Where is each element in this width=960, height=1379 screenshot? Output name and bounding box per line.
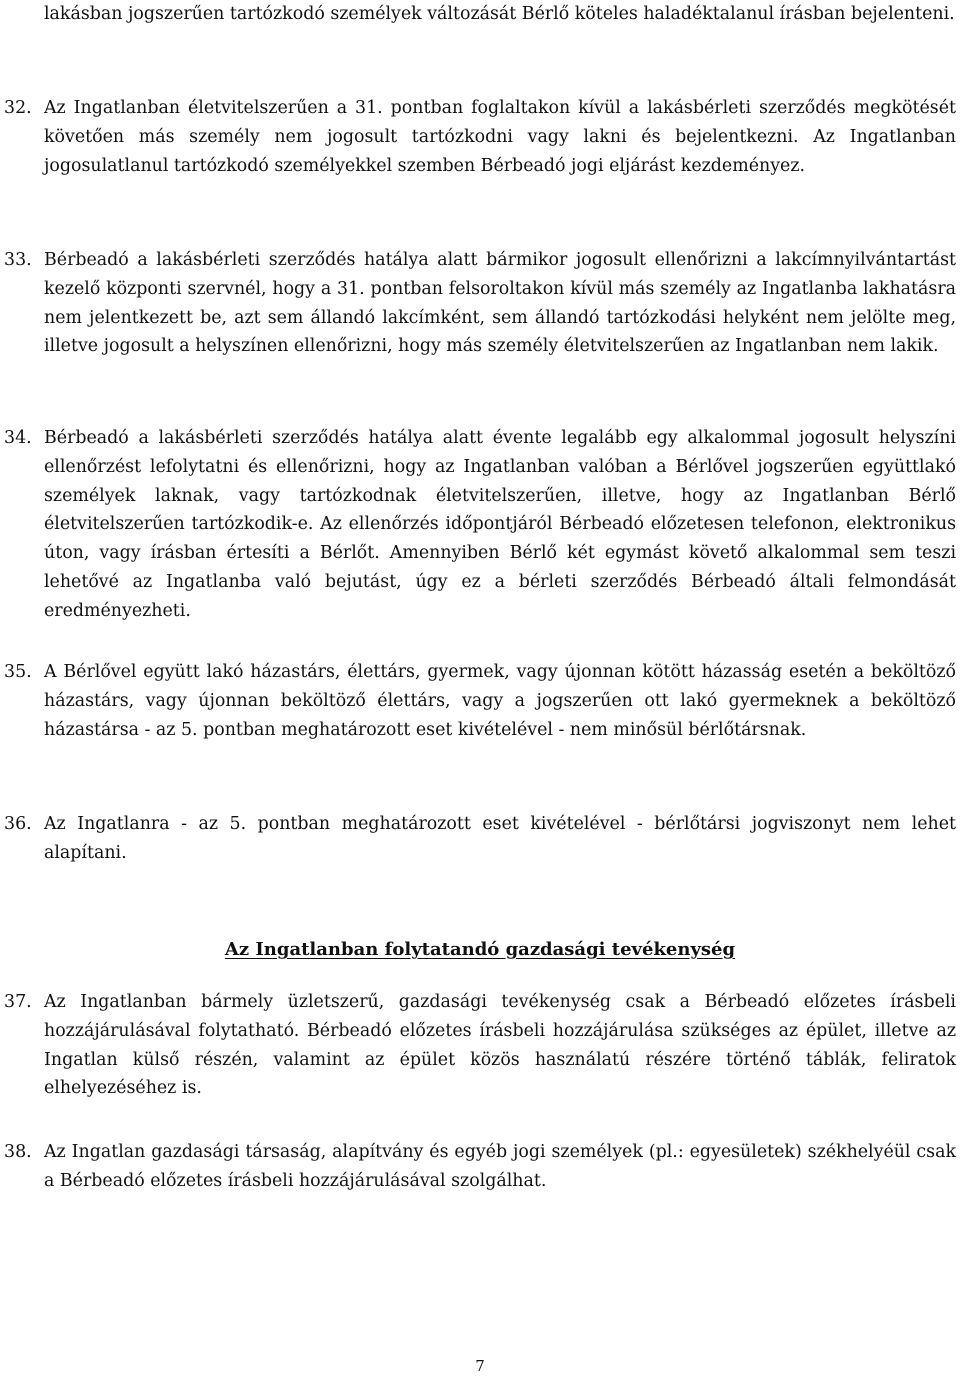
clause-number: 38.	[4, 1142, 32, 1162]
clause-number: 35.	[4, 662, 32, 682]
clause-text: Az Ingatlanra - az 5. pontban meghatározott eset kivételével - bérlőtársi jogviszonyt nem lehet alapítani.	[44, 814, 956, 863]
page-number: 7	[475, 1357, 485, 1375]
clause-number: 34.	[4, 428, 32, 448]
clause-number: 36.	[4, 814, 32, 834]
continuation-paragraph: lakásban jogszerűen tartózkodó személyek változását Bérlő köteles haladéktalanul írásban bejelenteni.	[44, 4, 955, 24]
clause-number: 37.	[4, 992, 32, 1012]
clause-text: Az Ingatlanban bármely üzletszerű, gazdasági tevékenység csak a Bérbeadó előzetes írásbeli hozzájárulásával folytatható. Bérbeadó előzetes írásbeli hozzájárulása szükséges az épület, illetve az Ingatlan külső részén, valamint az épület közös használatú részére történő táblák, feliratok elhelyezéséhez is.	[44, 992, 956, 1099]
clause-number: 32.	[4, 98, 32, 118]
section-heading: Az Ingatlanban folytatandó gazdasági tevékenység	[224, 939, 736, 960]
clause-number: 33.	[4, 250, 32, 270]
clause-text: Az Ingatlan gazdasági társaság, alapítvány és egyéb jogi személyek (pl.: egyesületek) székhelyéül csak a Bérbeadó előzetes írásbeli hozzájárulásával szolgálhat.	[44, 1142, 956, 1191]
clause-text: Bérbeadó a lakásbérleti szerződés hatálya alatt évente legalább egy alkalommal jogosult helyszíni ellenőrzést lefolytatni és ellenőrizni, hogy az Ingatlanban valóban a Bérlővel jogszerűen együttlakó személyek laknak, vagy tartózkodnak életvitelszerűen, illetve, hogy az Ingatlanban Bérlő életvitelszerűen tartózkodik-e. Az ellenőrzés időpontjáról Bérbeadó előzetesen telefonon, elektronikus úton, vagy írásban értesíti a Bérlőt. Amennyiben Bérlő két egymást követő alkalommal sem teszi lehetővé az Ingatlanba való bejutást, úgy ez a bérleti szerződés Bérbeadó általi felmondását eredményezheti.	[44, 428, 956, 621]
clause-text: A Bérlővel együtt lakó házastárs, élettárs, gyermek, vagy újonnan kötött házasság esetén a beköltöző házastárs, vagy újonnan beköltöző élettárs, vagy a jogszerűen ott lakó gyermeknek a beköltöző házastársa - az 5. pontban meghatározott eset kivételével - nem minősül bérlőtársnak.	[44, 662, 956, 740]
clause-text: Bérbeadó a lakásbérleti szerződés hatálya alatt bármikor jogosult ellenőrizni a lakcímnyilvántartást kezelő központi szervnél, hogy a 31. pontban felsoroltakon kívül más személy az Ingatlanba lakhatásra nem jelentkezett be, azt sem állandó lakcímként, sem állandó tartózkodási helyként nem jelölte meg, illetve jogosult a helyszínen ellenőrizni, hogy más személy életvitelszerűen az Ingatlanban nem lakik.	[44, 250, 956, 357]
clause-text: Az Ingatlanban életvitelszerűen a 31. pontban foglaltakon kívül a lakásbérleti szerződés megkötését követően más személy nem jogosult tartózkodni vagy lakni és bejelentkezni. Az Ingatlanban jogosulatlanul tartózkodó személyekkel szemben Bérbeadó jogi eljárást kezdeményez.	[44, 98, 956, 176]
